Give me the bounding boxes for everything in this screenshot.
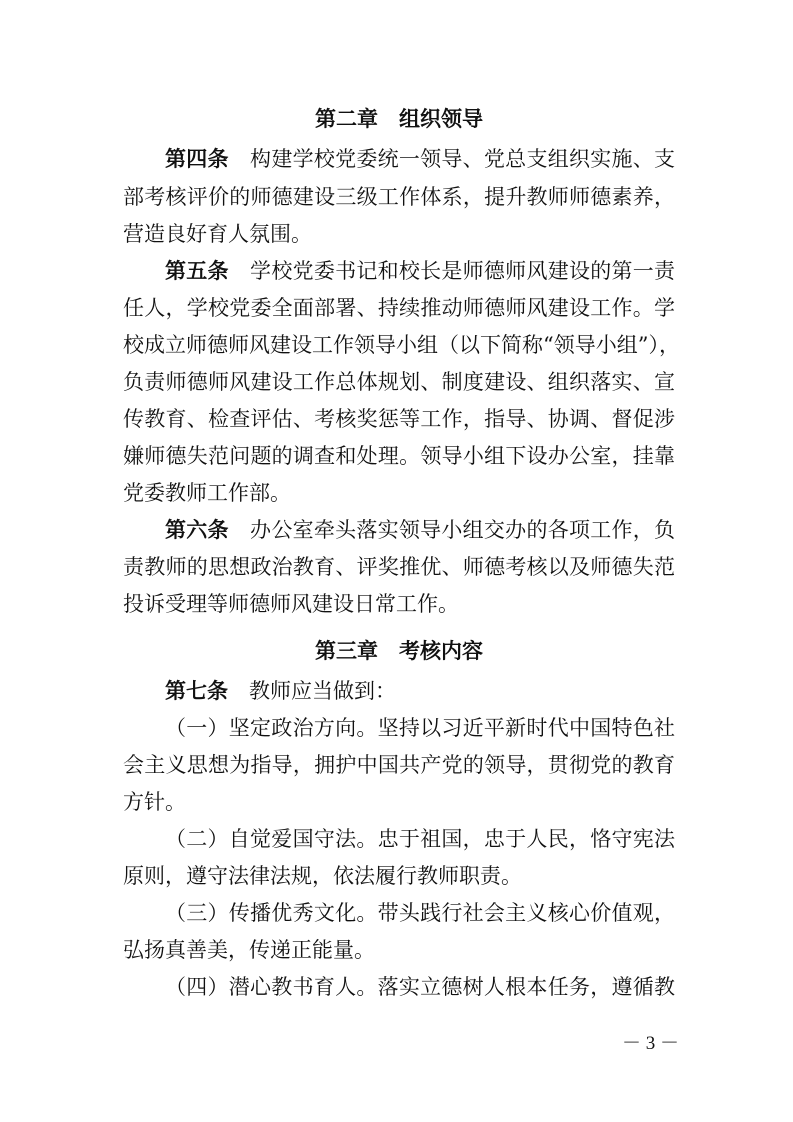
- article-6-line-2: 责教师的思想政治教育、评奖推优、师德考核以及师德失范: [123, 555, 675, 579]
- article-4-line-1: 第四条 构建学校党委统一领导、党总支组织实施、支: [165, 147, 676, 171]
- chapter-2-heading: 第二章 组织领导: [315, 107, 483, 131]
- article-5-line-2: 任人，学校党委全面部署、持续推动师德师风建设工作。学: [123, 296, 675, 320]
- chapter-3-heading: 第三章 考核内容: [315, 639, 483, 663]
- item-2-line-2: 原则，遵守法律法规，依法履行教师职责。: [123, 864, 522, 888]
- article-6-line-3: 投诉受理等师德师风建设日常工作。: [123, 592, 459, 616]
- article-4-line-2: 部考核评价的师德建设三级工作体系，提升教师师德素养，: [123, 185, 675, 209]
- article-5-line-5: 传教育、检查评估、考核奖惩等工作，指导、协调、督促涉: [123, 407, 675, 431]
- article-6-line-1: 第六条 办公室牵头落实领导小组交办的各项工作，负: [165, 518, 676, 542]
- article-4-label: 第四条: [165, 147, 229, 171]
- item-1-line-2: 会主义思想为指导，拥护中国共产党的领导，贯彻党的教育: [123, 753, 675, 777]
- item-2-line-1: （二）自觉爱国守法。忠于祖国，忠于人民，恪守宪法: [165, 827, 675, 851]
- article-5-line-4: 负责师德师风建设工作总体规划、制度建设、组织落实、宣: [123, 370, 675, 394]
- item-4-line-1: （四）潜心教书育人。落实立德树人根本任务，遵循教: [165, 975, 675, 999]
- article-5-line-1: 第五条 学校党委书记和校长是师德师风建设的第一责: [165, 259, 676, 283]
- item-1-line-3: 方针。: [123, 790, 186, 814]
- item-3-line-2: 弘扬真善美，传递正能量。: [123, 938, 375, 962]
- article-7-intro: 第七条 教师应当做到：: [165, 679, 396, 703]
- item-1-line-1: （一）坚定政治方向。坚持以习近平新时代中国特色社: [165, 716, 675, 740]
- article-5-line-3: 校成立师德师风建设工作领导小组（以下简称“领导小组”），: [123, 333, 680, 357]
- article-7-label: 第七条: [165, 679, 228, 703]
- page-number: － 3 －: [622, 1033, 680, 1054]
- article-6-label: 第六条: [165, 518, 229, 542]
- article-5-label: 第五条: [165, 259, 229, 283]
- article-4-line-3: 营造良好育人氛围。: [123, 222, 312, 246]
- article-5-line-7: 党委教师工作部。: [123, 481, 291, 505]
- item-3-line-1: （三）传播优秀文化。带头践行社会主义核心价值观，: [165, 901, 675, 925]
- article-5-line-6: 嫌师德失范问题的调查和处理。领导小组下设办公室，挂靠: [123, 444, 675, 468]
